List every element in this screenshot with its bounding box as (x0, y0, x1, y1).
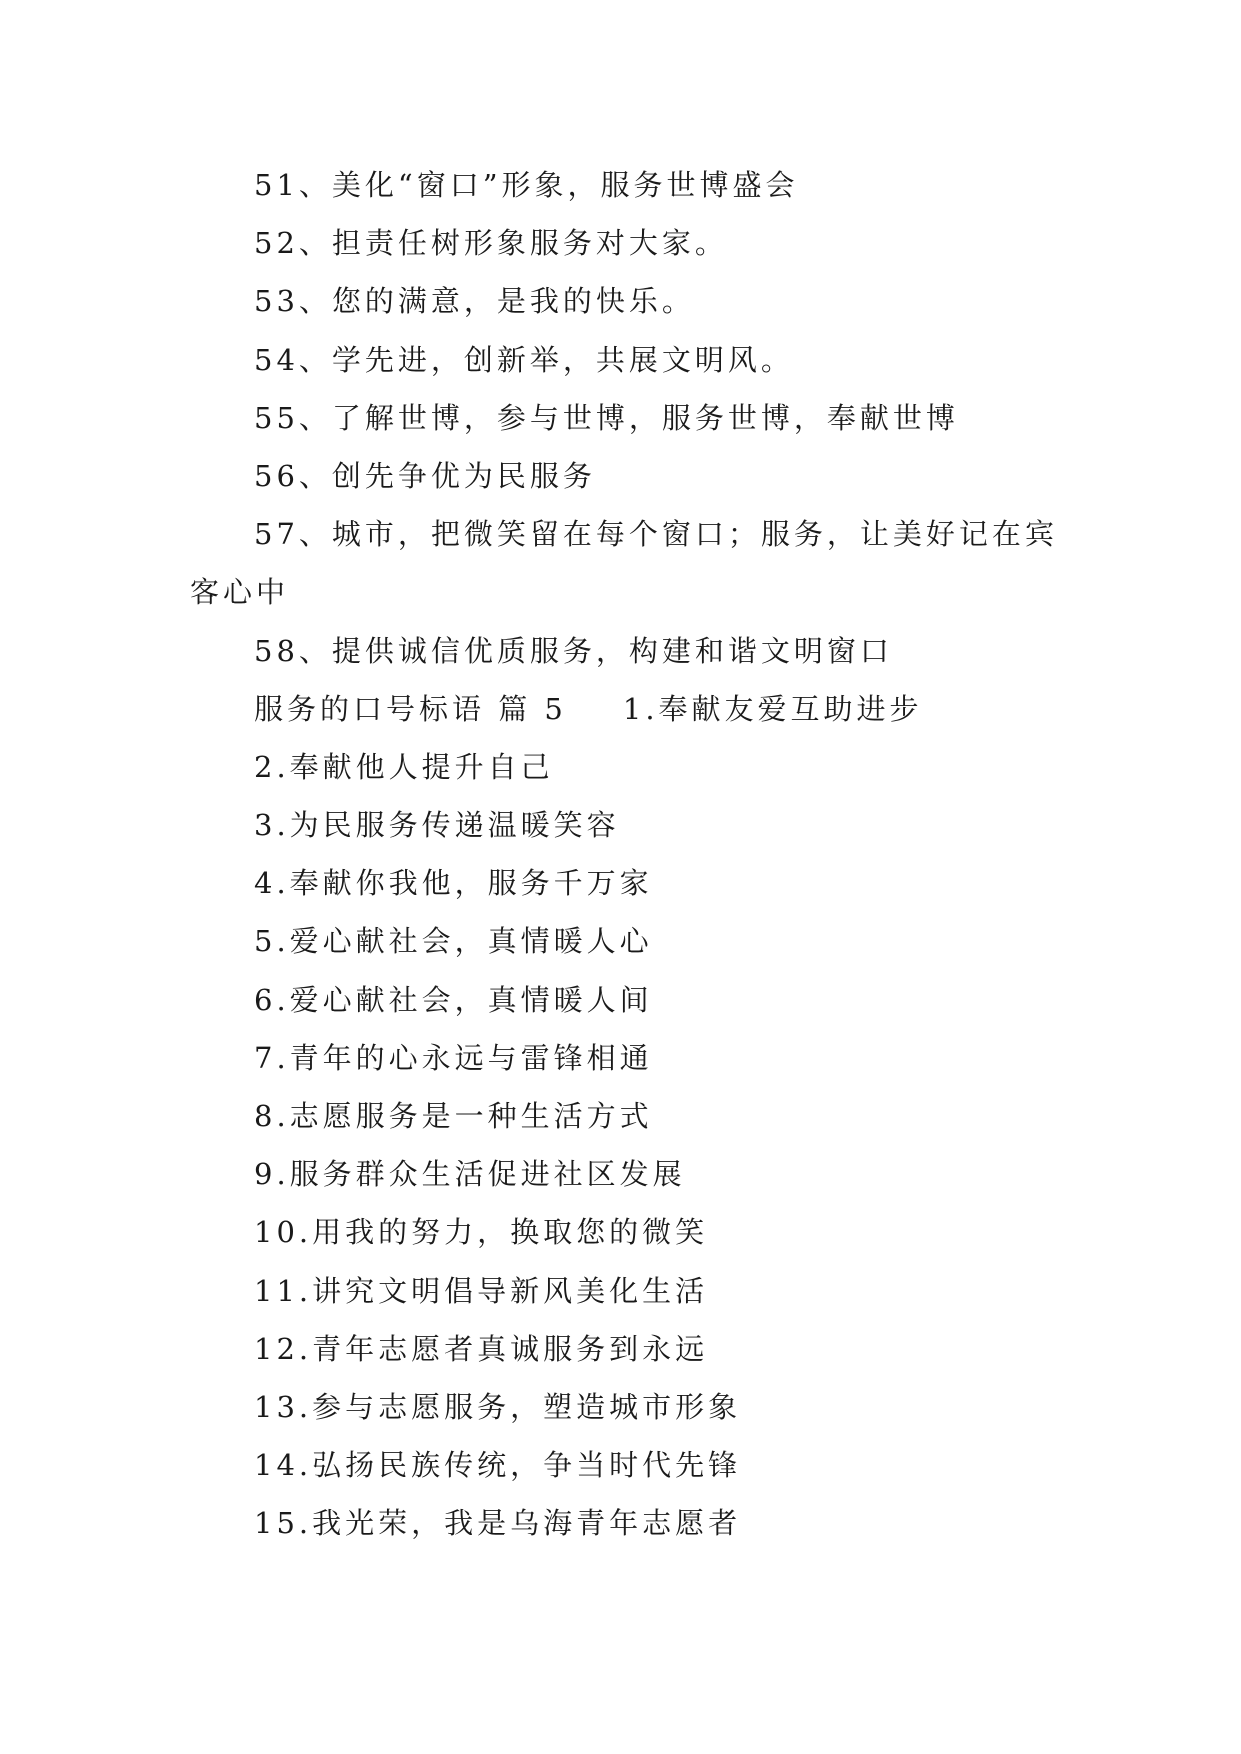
slogan-line: 58、提供诚信优质服务，构建和谐文明窗口 (254, 633, 893, 668)
slogan-line: 51、美化“窗口”形象，服务世博盛会 (254, 168, 799, 202)
slogan-line: 8.志愿服务是一种生活方式 (254, 1099, 653, 1133)
slogan-line: 15.我光荣，我是乌海青年志愿者 (254, 1506, 742, 1541)
slogan-line: 11.讲究文明倡导新风美化生活 (254, 1273, 709, 1308)
slogan-line: 14.弘扬民族传统，争当时代先锋 (254, 1448, 742, 1483)
slogan-line: 2.奉献他人提升自己 (254, 749, 554, 784)
section-heading: 服务的口号标语 篇 5 (254, 691, 567, 726)
slogan-line: 5.爱心献社会，真情暖人心 (254, 924, 653, 959)
slogan-line: 13.参与志愿服务，塑造城市形象 (254, 1389, 742, 1424)
slogan-line: 12.青年志愿者真诚服务到永远 (254, 1331, 709, 1366)
slogan-line: 56、创先争优为民服务 (254, 458, 596, 493)
slogan-line: 4.奉献你我他，服务千万家 (254, 866, 653, 901)
slogan-line: 55、了解世博，参与世博，服务世博，奉献世博 (254, 400, 959, 435)
slogan-line: 10.用我的努力，换取您的微笑 (254, 1215, 709, 1250)
slogan-line: 54、学先进，创新举，共展文明风。 (254, 342, 794, 377)
slogan-line: 7.青年的心永远与雷锋相通 (254, 1040, 653, 1075)
document-body (190, 156, 1070, 1553)
slogan-line: 52、担责任树形象服务对大家。 (254, 226, 728, 261)
slogan-line: 6.爱心献社会，真情暖人间 (254, 982, 653, 1017)
slogan-line-continuation: 客心中 (190, 575, 290, 610)
slogan-line: 3.为民服务传递温暖笑容 (254, 808, 620, 843)
slogan-line: 57、城市，把微笑留在每个窗口；服务，让美好记在宾 (254, 517, 1058, 552)
slogan-item: 1.奉献友爱互助进步 (622, 691, 923, 726)
section-heading-line (190, 680, 1070, 738)
slogan-line: 9.服务群众生活促进社区发展 (254, 1157, 686, 1192)
slogan-line: 53、您的满意，是我的快乐。 (254, 284, 695, 319)
